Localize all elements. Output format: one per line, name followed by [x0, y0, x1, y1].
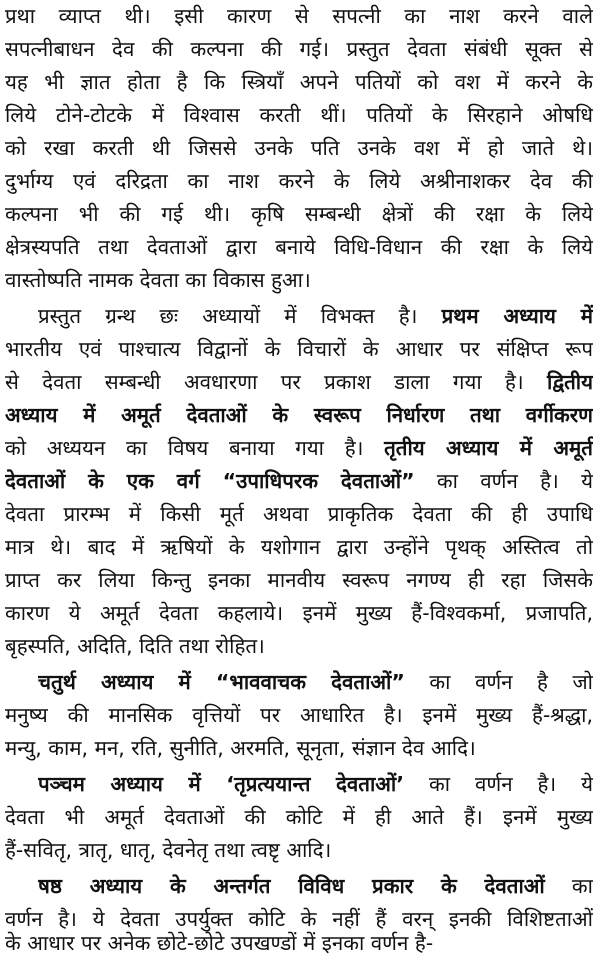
text-line: प्राप्त कर लिया किन्तु इनका मानवीय स्वरूप नगण्य ही रहा जिसके — [5, 568, 593, 592]
text-run: प्रस्तुत ग्रन्थ छः अध्यायों में विभक्त है। — [38, 304, 418, 328]
bold-heading: अध्याय में अमूर्त देवताओं के स्वरूप निर्धारण तथा वर्गीकरण — [5, 403, 593, 427]
text-line: को रखा करती थी जिससे उनके पति उनके वश में हो जाते थे। — [5, 136, 593, 160]
text-run: का वर्णन है जो — [429, 670, 593, 694]
text-line: देवता प्रारम्भ में किसी मूर्त अथवा प्राकृतिक देवता की ही उपाधि — [5, 502, 593, 526]
text-line: मन्यु, काम, मन, रति, सुनीति, अरमति, सूनृता, संज्ञान देव आदि। — [5, 736, 476, 760]
text-line: हैं-सवितृ, त्रातृ, धातृ, देवनेतृ तथा त्वष्टृ आदि। — [5, 838, 332, 862]
text-line: देवता भी अमूर्त देवताओं की कोटि में ही आते हैं। इनमें मुख्य — [5, 805, 593, 829]
bold-heading: प्रथम अध्याय में — [441, 304, 593, 328]
bold-heading: चतुर्थ अध्याय में “भाववाचक देवताओं” — [38, 670, 405, 694]
text-run: से देवता सम्बन्धी अवधारणा पर प्रकाश डाला गया है। — [5, 370, 524, 394]
bold-heading: देवताओं के एक वर्ग “उपाधिपरक देवताओं” — [5, 469, 415, 493]
text-line — [38, 768, 593, 801]
text-line: यह भी ज्ञात होता है कि स्त्रियाँ अपने पतियों को वश में करने के — [5, 70, 593, 94]
bold-heading: पञ्चम अध्याय में ‘तृप्रत्ययान्त देवताओं’ — [38, 772, 405, 796]
text-line: कारण ये अमूर्त देवता कहलाये। इनमें मुख्य हैं-विश्वकर्मा, प्रजापति, — [5, 601, 593, 625]
text-line: प्रथा व्याप्त थी। इसी कारण से सपत्नी का नाश करने वाले — [5, 4, 593, 28]
text-line — [38, 300, 593, 333]
bold-heading: षष्ठ अध्याय के अन्तर्गत विविध प्रकार के देवताओं — [38, 874, 545, 898]
text-line — [38, 870, 593, 903]
text-run: का वर्णन है। ये — [436, 469, 593, 493]
text-line: बृहस्पति, अदिति, दिति तथा रोहित। — [5, 634, 265, 658]
bold-heading: द्वितीय — [547, 370, 593, 394]
text-line: मनुष्य की मानसिक वृत्तियों पर आधारित है। इनमें मुख्य हैं-श्रद्धा, — [5, 703, 593, 727]
bold-heading: तृतीय अध्याय में अमूर्त — [384, 436, 593, 460]
text-line — [5, 432, 593, 465]
text-line — [5, 366, 593, 399]
text-line: भारतीय एवं पाश्चात्य विद्वानों के विचारों के आधार पर संक्षिप्त रूप — [5, 337, 593, 361]
text-line — [5, 399, 593, 432]
text-line — [5, 465, 593, 498]
text-line: वर्णन है। ये देवता उपर्युक्त कोटि के नहीं हैं वरन् इनकी विशिष्टताओं — [5, 907, 593, 931]
text-line: क्षेत्रस्यपति तथा देवताओं द्वारा बनाये विधि-विधान की रक्षा के लिये — [5, 235, 593, 259]
text-line: सपत्नीबाधन देव की कल्पना की गई। प्रस्तुत देवता संबंधी सूक्त से — [5, 37, 593, 61]
text-run: को अध्ययन का विषय बनाया गया है। — [5, 436, 364, 460]
text-line: दुर्भाग्य एवं दरिद्रता का नाश करने के लिये अश्रीनाशकर देव की — [5, 169, 593, 193]
text-line: वास्तोष्पति नामक देवता का विकास हुआ। — [5, 268, 311, 292]
text-line: लिये टोने-टोटके में विश्वास करती थीं। पतियों के सिरहाने ओषधि — [5, 103, 593, 127]
text-line — [38, 666, 593, 699]
text-run: का वर्णन है। ये — [428, 772, 593, 796]
text-line: के आधार पर अनेक छोटे-छोटे उपखण्डों में इनका वर्णन है- — [5, 931, 434, 955]
text-line: मात्र थे। बाद में ऋषियों के यशोगान द्वारा उन्होंने पृथक् अस्तित्व तो — [5, 535, 593, 559]
text-line: कल्पना भी की गई थी। कृषि सम्बन्धी क्षेत्रों की रक्षा के लिये — [5, 202, 593, 226]
text-run: का — [571, 874, 593, 898]
